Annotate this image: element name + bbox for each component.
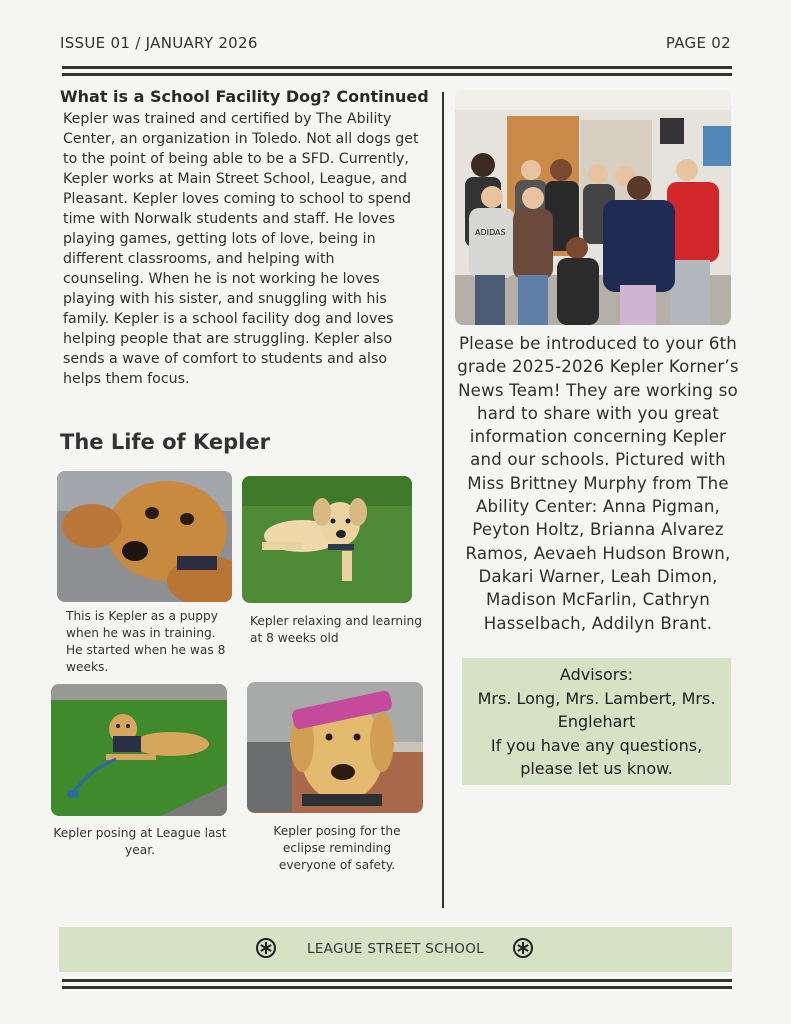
sfd-line: sends a wave of comfort to students and also — [63, 351, 388, 367]
advisors-line: please let us know. — [520, 759, 673, 778]
caption-line: Kepler posing at League last — [53, 826, 227, 840]
footer-label: LEAGUE STREET SCHOOL — [307, 941, 484, 957]
photo-relaxing — [242, 476, 412, 603]
shirt-text: ADIDAS — [475, 228, 506, 237]
caption-line: Kepler posing for the — [273, 824, 401, 838]
caption-line: weeks. — [66, 660, 109, 674]
sfd-line: Kepler works at Main Street School, League, and — [63, 171, 407, 187]
page-number: PAGE 02 — [665, 34, 731, 52]
sfd-line: Center, an organization in Toledo. Not all dogs get — [63, 131, 419, 147]
sfd-line: playing with his sister, and snuggling with his — [63, 291, 387, 307]
section-heading-life: The Life of Kepler — [60, 430, 270, 454]
intro-line: information concerning Kepler — [469, 427, 727, 447]
intro-line: Ramos, Aevaeh Hudson Brown, — [465, 543, 731, 563]
photo-puppy — [57, 471, 232, 602]
intro-line: Madison McFarlin, Cathryn — [486, 590, 710, 610]
caption-line: Kepler relaxing and learning — [250, 614, 422, 628]
intro-line: Peyton Holtz, Brianna Alvarez — [472, 520, 724, 540]
intro-line: Miss Brittney Murphy from The — [467, 473, 729, 493]
caption-line: everyone of safety. — [278, 858, 396, 872]
intro-line: News Team! They are working so — [458, 380, 738, 400]
sfd-line: to the point of being able to be a SFD. Currently, — [63, 151, 409, 167]
caption-puppy — [66, 608, 225, 676]
photo-news-team — [455, 90, 731, 325]
advisors-line: Englehart — [557, 712, 636, 731]
header-rule-top — [62, 66, 732, 69]
photo-league — [51, 684, 227, 816]
sfd-line: Kepler was trained and certified by The Ability — [63, 111, 392, 127]
section-heading-sfd: What is a School Facility Dog? Continued — [60, 87, 429, 106]
intro-line: Hasselbach, Addilyn Brant. — [483, 613, 713, 633]
photo-eclipse — [247, 682, 423, 813]
caption-line: eclipse reminding — [282, 841, 392, 855]
sfd-line: playing games, getting lots of love, being in — [63, 231, 376, 247]
intro-line: grade 2025-2026 Kepler Korner’s — [457, 357, 739, 377]
column-divider — [442, 92, 444, 908]
caption-eclipse — [247, 823, 427, 874]
caption-line: This is Kepler as a puppy — [66, 609, 218, 623]
intro-line: and our schools. Pictured with — [470, 450, 726, 470]
issue-label: ISSUE 01 / JANUARY 2026 — [60, 34, 258, 52]
advisors-line: Mrs. Long, Mrs. Lambert, Mrs. — [477, 688, 716, 708]
sfd-line: counseling. When he is not working he loves — [63, 271, 380, 287]
advisors-box — [462, 658, 731, 785]
asterisk-right-icon — [513, 938, 533, 958]
sfd-line: different classrooms, and helping with — [63, 251, 335, 267]
caption-line: year. — [125, 843, 155, 857]
header-rule-bottom — [62, 73, 732, 76]
sfd-line: helps them focus. — [63, 371, 190, 387]
advisors-line: If you have any questions, — [490, 735, 703, 755]
caption-line: at 8 weeks old — [250, 631, 339, 645]
caption-league — [44, 825, 236, 859]
advisors-line: Advisors: — [559, 665, 634, 684]
sfd-line: helping people that are struggling. Kepler also — [63, 331, 393, 347]
sfd-line: time with Norwalk students and staff. He loves — [63, 211, 396, 227]
sfd-line: family. Kepler is a school facility dog and loves — [63, 311, 394, 327]
footer-rule-bottom — [62, 986, 732, 989]
intro-line: hard to share with you great — [477, 403, 719, 423]
team-intro — [448, 332, 748, 635]
caption-line: He started when he was 8 — [66, 643, 226, 657]
caption-line: when he was in training. — [66, 626, 216, 640]
intro-line: Please be introduced to your 6th — [458, 334, 738, 353]
caption-relaxing — [250, 613, 436, 647]
sfd-line: Pleasant. Kepler loves coming to school to spend — [63, 191, 411, 207]
intro-line: Dakari Warner, Leah Dimon, — [478, 566, 718, 586]
intro-line: Ability Center: Anna Pigman, — [475, 497, 721, 517]
footer-rule-top — [62, 979, 732, 982]
footer-band — [59, 927, 732, 972]
sfd-body — [63, 109, 441, 389]
